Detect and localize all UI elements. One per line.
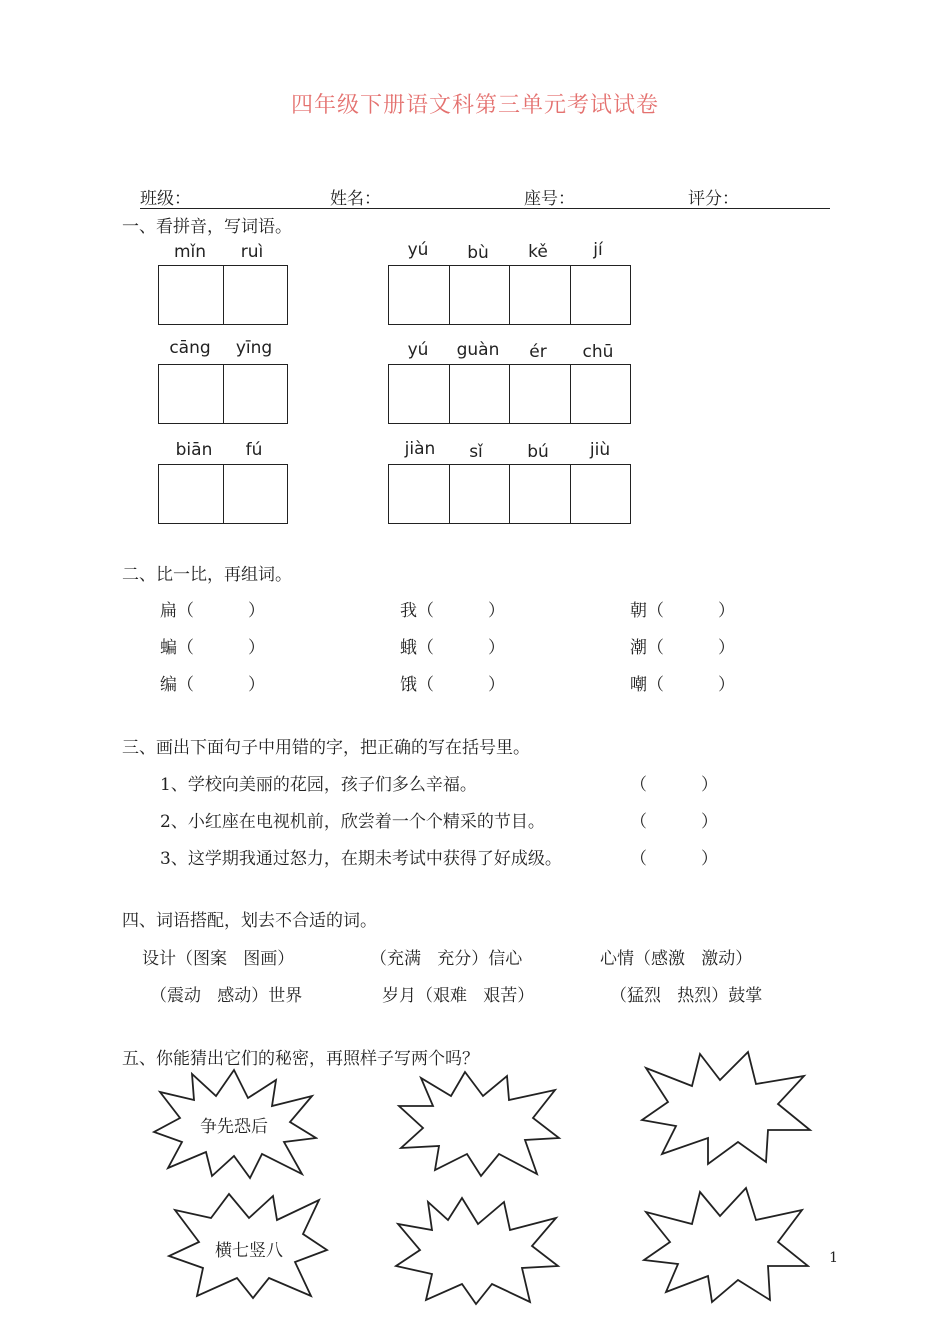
- sentence: 1、学校向美丽的花园，孩子们多么辛福。: [160, 775, 477, 795]
- pinyin: yú: [407, 240, 429, 260]
- section-2-heading: 二、比一比，再组词。: [122, 565, 292, 585]
- pinyin: cāng: [169, 338, 211, 358]
- compare-item: 蛾（ ）: [400, 638, 506, 658]
- section-3-heading: 三、画出下面句子中用错的字，把正确的写在括号里。: [122, 738, 530, 758]
- page-title: 四年级下册语文科第三单元考试试卷: [290, 93, 659, 118]
- pinyin: jiù: [589, 440, 611, 460]
- writing-box-group[interactable]: [158, 464, 288, 524]
- section-4-heading: 四、词语搭配，划去不合适的词。: [122, 911, 377, 931]
- compare-item: 蝙（ ）: [160, 638, 266, 658]
- writing-cell[interactable]: [223, 365, 288, 423]
- section-1-heading: 一、看拼音，写词语。: [122, 217, 292, 237]
- writing-cell[interactable]: [449, 465, 510, 523]
- name-label: 姓名：: [330, 189, 381, 209]
- starburst-example: [165, 1192, 333, 1300]
- compare-item: 饿（ ）: [400, 675, 506, 695]
- pinyin: mǐn: [173, 242, 207, 262]
- pinyin: bù: [467, 243, 489, 263]
- student-info-line: [140, 184, 830, 209]
- compare-item: 扁（ ）: [160, 601, 266, 621]
- sentence: 3、这学期我通过怒力，在期未考试中获得了好成级。: [160, 849, 562, 869]
- match-item: 设计（图案 图画）: [142, 949, 295, 969]
- writing-box-group[interactable]: [158, 265, 288, 325]
- compare-item: 潮（ ）: [630, 638, 736, 658]
- writing-cell[interactable]: [389, 365, 449, 423]
- writing-cell[interactable]: [223, 465, 288, 523]
- writing-cell[interactable]: [159, 465, 223, 523]
- match-item: （猛烈 热烈）鼓掌: [610, 986, 763, 1006]
- match-item: 心情（感激 激动）: [600, 949, 753, 969]
- pinyin: jí: [593, 240, 603, 260]
- pinyin: kě: [528, 242, 548, 262]
- answer-blank: （ ）: [630, 849, 719, 869]
- match-item: （震动 感动）世界: [150, 986, 303, 1006]
- writing-cell[interactable]: [159, 365, 223, 423]
- page-number: 1: [829, 1250, 838, 1266]
- starburst-word: 横七竖八: [215, 1241, 283, 1261]
- pinyin: chū: [582, 342, 614, 362]
- compare-item: 朝（ ）: [630, 601, 736, 621]
- writing-cell[interactable]: [570, 365, 631, 423]
- writing-cell[interactable]: [389, 266, 449, 324]
- pinyin: ruì: [240, 242, 264, 262]
- writing-cell[interactable]: [570, 266, 631, 324]
- starburst-blank[interactable]: [638, 1050, 813, 1170]
- score-label: 评分：: [688, 189, 739, 209]
- compare-item: 我（ ）: [400, 601, 506, 621]
- writing-cell[interactable]: [509, 465, 570, 523]
- pinyin: sǐ: [469, 442, 483, 462]
- starburst-blank[interactable]: [392, 1196, 562, 1306]
- section-5-heading: 五、你能猜出它们的秘密，再照样子写两个吗？: [122, 1049, 479, 1069]
- match-item: （充满 充分）信心: [370, 949, 523, 969]
- pinyin: biān: [175, 440, 213, 460]
- writing-cell[interactable]: [449, 266, 510, 324]
- writing-cell[interactable]: [509, 266, 570, 324]
- starburst-blank[interactable]: [395, 1070, 563, 1178]
- writing-cell[interactable]: [570, 465, 631, 523]
- starburst-example: [150, 1068, 318, 1180]
- writing-cell[interactable]: [389, 465, 449, 523]
- match-item: 岁月（艰难 艰苦）: [382, 986, 535, 1006]
- pinyin: yīng: [235, 338, 273, 358]
- pinyin: bú: [527, 442, 549, 462]
- compare-item: 嘲（ ）: [630, 675, 736, 695]
- answer-blank: （ ）: [630, 812, 719, 832]
- writing-box-group[interactable]: [158, 364, 288, 424]
- writing-box-group[interactable]: [388, 265, 631, 325]
- writing-cell[interactable]: [223, 266, 288, 324]
- pinyin: jiàn: [404, 439, 436, 459]
- starburst-word: 争先恐后: [200, 1117, 268, 1137]
- seat-label: 座号：: [524, 189, 575, 209]
- pinyin: yú: [407, 340, 429, 360]
- writing-box-group[interactable]: [388, 364, 631, 424]
- writing-box-group[interactable]: [388, 464, 631, 524]
- pinyin: fú: [245, 440, 263, 460]
- writing-cell[interactable]: [159, 266, 223, 324]
- starburst-blank[interactable]: [640, 1186, 810, 1306]
- writing-cell[interactable]: [449, 365, 510, 423]
- sentence: 2、小红座在电视机前，欣尝着一个个精采的节目。: [160, 812, 545, 832]
- answer-blank: （ ）: [630, 775, 719, 795]
- compare-item: 编（ ）: [160, 675, 266, 695]
- writing-cell[interactable]: [509, 365, 570, 423]
- pinyin: guàn: [456, 340, 500, 360]
- pinyin: ér: [529, 342, 547, 362]
- class-label: 班级：: [140, 189, 191, 209]
